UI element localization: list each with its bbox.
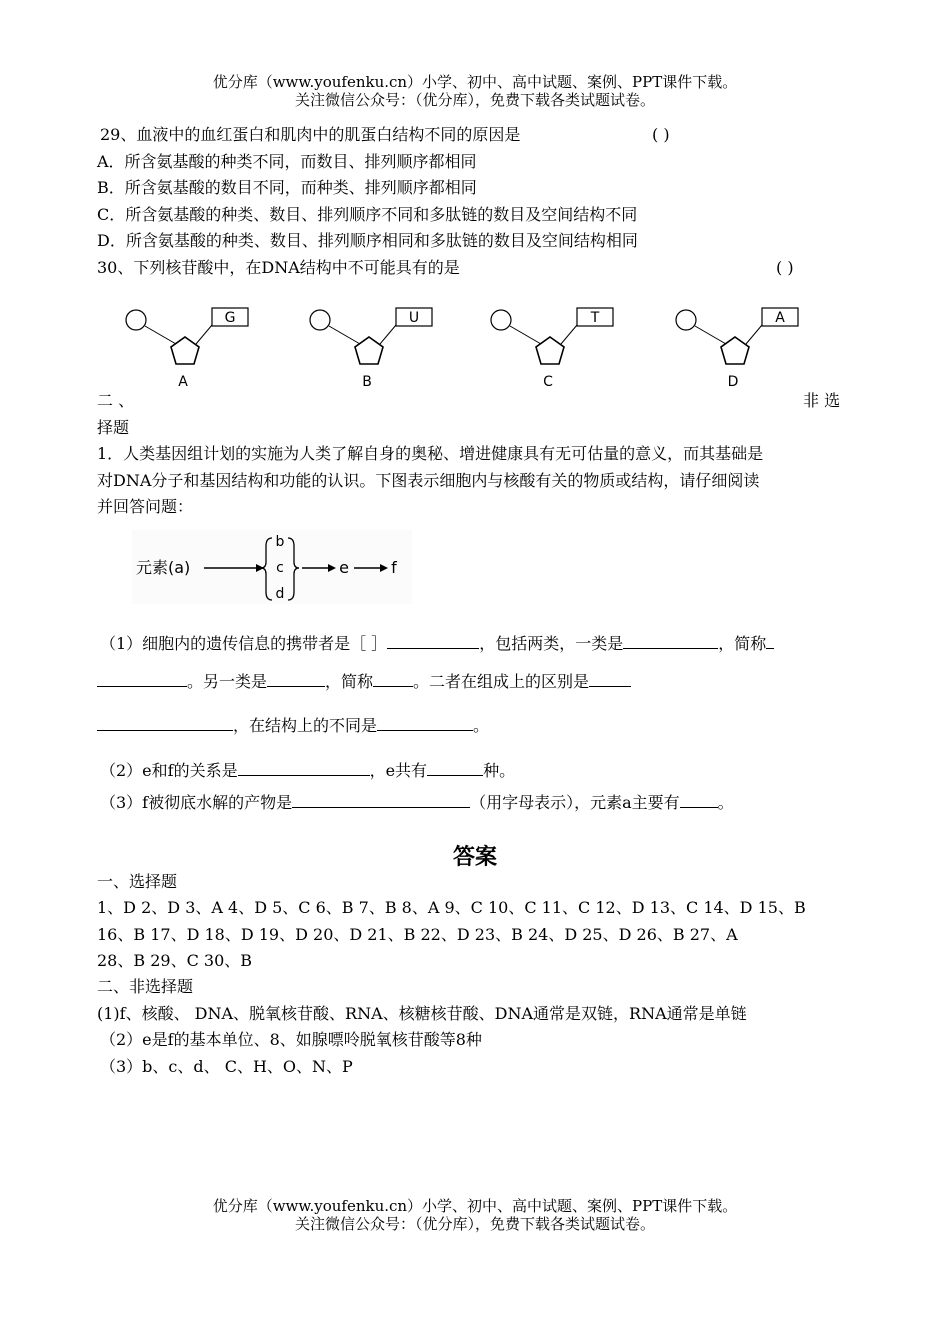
blank-7[interactable] <box>377 714 473 731</box>
q29-option-b: B．所含氨基酸的数目不同，而种类、排列顺序都相同 <box>97 178 477 197</box>
option-label: A <box>178 374 188 390</box>
section2-heading-left: 二 、 <box>97 391 135 410</box>
blank-5[interactable] <box>373 670 413 687</box>
base-letter: T <box>590 310 600 326</box>
answer-sub-2: （2）e是f的基本单位、8、如腺嘌呤脱氧核苷酸等8种 <box>100 1030 482 1049</box>
q1-sub2-text-b: ，e共有 <box>369 761 428 780</box>
diagram-f: f <box>391 558 397 577</box>
nucleotide-b <box>310 308 432 390</box>
nucleic-acid-flow-diagram <box>132 530 412 604</box>
q1-sub1-text-e: ，简称 <box>325 672 374 691</box>
bond-line <box>746 325 762 344</box>
q1-sub1-text-g: ，在结构上的不同是 <box>233 716 378 735</box>
base-letter: A <box>775 310 785 326</box>
blank-11[interactable] <box>680 791 718 808</box>
q1-sub1-text-d: 。另一类是 <box>187 672 268 691</box>
blank-1[interactable] <box>387 632 479 649</box>
bond-line <box>380 325 396 344</box>
header-line-1: 优分库（www.youfenku.cn）小学、初中、高中试题、案例、PPT课件下载。 <box>212 73 738 91</box>
pentose-ring <box>171 337 199 364</box>
blank-2[interactable] <box>623 632 718 649</box>
element-a-label: 元素(a) <box>136 558 191 577</box>
answers-title: 答案 <box>452 844 497 870</box>
q1-para-3: 并回答问题： <box>97 497 194 516</box>
pentose-ring <box>536 337 564 364</box>
q30-stem: 30、下列核苷酸中，在DNA结构中不可能具有的是 <box>97 258 460 277</box>
diagram-e: e <box>339 558 349 577</box>
blank-9[interactable] <box>427 759 483 776</box>
pentose-ring <box>721 337 749 364</box>
q1-sub1-text-a: （1）细胞内的遗传信息的携带者是［ ］ <box>100 634 388 653</box>
q1-sub1-text-c: ，简称 <box>718 634 767 653</box>
q1-sub3-text-c: 。 <box>717 793 734 812</box>
answers-row-1: 1、D 2、D 3、A 4、D 5、C 6、B 7、B 8、A 9、C 10、C 11、C 12、D 13、C 14、D 15、B <box>97 898 806 917</box>
footer-line-1: 优分库（www.youfenku.cn）小学、初中、高中试题、案例、PPT课件下载。 <box>212 1197 738 1215</box>
q1-sub3-text-b: （用字母表示），元素a主要有 <box>470 793 680 812</box>
blank-4[interactable] <box>267 670 325 687</box>
option-label: B <box>362 374 372 390</box>
phosphate-circle <box>491 310 511 330</box>
bond-line <box>695 326 726 344</box>
footer-line-2: 关注微信公众号：（优分库），免费下载各类试题试卷。 <box>294 1215 655 1233</box>
bond-line <box>329 326 360 344</box>
phosphate-circle <box>126 310 146 330</box>
answers-row-2: 16、B 17、D 18、D 19、D 20、D 21、B 22、D 23、B 24、D 25、D 26、B 27、A <box>97 925 738 944</box>
header-line-2: 关注微信公众号：（优分库），免费下载各类试题试卷。 <box>294 91 655 109</box>
base-letter: U <box>408 310 420 326</box>
blank-6a[interactable] <box>589 670 631 687</box>
nucleotide-c <box>491 308 613 390</box>
pentose-ring <box>355 337 383 364</box>
q1-sub2-text-a: （2）e和f的关系是 <box>100 761 238 780</box>
section2-heading-cont: 择题 <box>97 418 130 437</box>
q1-sub1-text-f: 。二者在组成上的区别是 <box>413 672 590 691</box>
q29-option-a: A．所含氨基酸的种类不同，而数目、排列顺序都相同 <box>97 152 477 171</box>
answers-section-1: 一、选择题 <box>97 872 178 891</box>
q1-para-2: 对DNA分子和基因结构和功能的认识。下图表示细胞内与核酸有关的物质或结构，请仔细阅读 <box>97 471 760 490</box>
phosphate-circle <box>310 310 330 330</box>
blank-3b[interactable] <box>97 670 187 687</box>
option-label: C <box>543 374 553 390</box>
q29-option-d: D．所含氨基酸的种类、数目、排列顺序相同和多肽链的数目及空间结构相同 <box>97 231 638 250</box>
q1-sub1-text-b: ，包括两类，一类是 <box>479 634 624 653</box>
diagram-c: c <box>276 560 284 576</box>
phosphate-circle <box>676 310 696 330</box>
nucleotide-a <box>126 308 248 390</box>
answers-section-2: 二、非选择题 <box>97 977 194 996</box>
diagram-d: d <box>275 586 285 602</box>
blank-8[interactable] <box>238 759 370 776</box>
q29-option-c: C．所含氨基酸的种类、数目、排列顺序不同和多肽链的数目及空间结构不同 <box>97 205 638 224</box>
option-label: D <box>727 374 739 390</box>
answer-sub-3: （3）b、c、d、 C、H、O、N、P <box>100 1057 353 1076</box>
nucleotide-d <box>676 308 798 390</box>
blank-10[interactable] <box>292 791 470 808</box>
bond-line <box>196 325 212 344</box>
q29-stem: 29、血液中的血红蛋白和肌肉中的肌蛋白结构不同的原因是 <box>100 125 521 144</box>
q1-sub2-text-c: 种。 <box>483 761 516 780</box>
blank-6b[interactable] <box>97 714 233 731</box>
base-letter: G <box>224 310 236 326</box>
q1-para-1: 1．人类基因组计划的实施为人类了解自身的奥秘、增进健康具有无可估量的意义，而其基础是 <box>97 444 764 463</box>
q30-paren: ( ) <box>776 258 794 277</box>
q1-sub1-line3 <box>97 714 489 736</box>
answer-sub-1: (1)f、核酸、 DNA、脱氧核苷酸、RNA、核糖核苷酸、DNA通常是双链，RNA通常是单链 <box>97 1004 747 1023</box>
section2-heading-right: 非 选 <box>803 391 841 410</box>
bond-line <box>510 326 541 344</box>
q1-sub2-line <box>100 759 515 781</box>
blank-3a[interactable] <box>766 632 774 649</box>
q1-sub3-text-a: （3）f被彻底水解的产物是 <box>100 793 293 812</box>
q29-paren: ( ) <box>652 125 670 144</box>
diagram-b: b <box>275 534 285 550</box>
q1-sub1-line2 <box>97 670 631 692</box>
answers-row-3: 28、B 29、C 30、B <box>97 951 253 970</box>
q1-sub1-text-h: 。 <box>473 716 490 735</box>
bond-line <box>561 325 577 344</box>
nucleotide-figures <box>110 300 830 392</box>
bond-line <box>145 326 176 344</box>
q1-sub1-line1 <box>100 632 774 654</box>
q1-sub3-line <box>100 791 734 813</box>
